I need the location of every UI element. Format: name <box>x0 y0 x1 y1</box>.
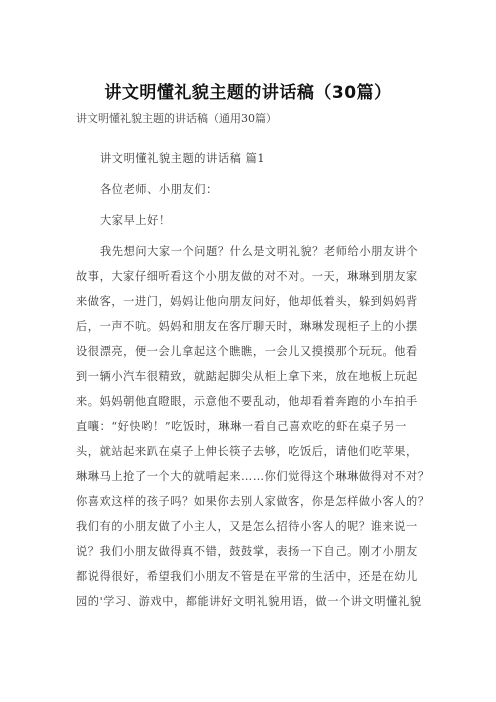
body-line: 都说得很好，希望我们小朋友不管是在平常的生活中，还是在幼儿 <box>76 570 418 583</box>
body-line: 到一辆小汽车很精致，就踮起脚尖从柜上拿下来，放在地板上玩起 <box>76 370 418 383</box>
body-line: 说？我们小朋友做得真不错，鼓鼓掌，表扬一下自己。刚才小朋友 <box>76 545 418 558</box>
body-line: 琳琳马上抢了一个大的就啃起来……你们觉得这个琳琳做得对不对？ <box>76 470 430 483</box>
body-line: 我们有的小朋友做了小主人，又是怎么招待小客人的呢？谁来说一 <box>76 520 418 533</box>
body-line: 来。妈妈朝他直瞪眼，示意他不要乱动，他却看着奔跑的小车拍手 <box>76 395 418 408</box>
body-line: 你喜欢这样的孩子吗？如果你去别人家做客，你是怎样做小客人的？ <box>76 495 430 508</box>
document-subtitle: 讲文明懂礼貌主题的讲话稿（通用30篇） <box>76 112 277 125</box>
body-line: 设很漂亮，便一会儿拿起这个瞧瞧，一会儿又摸摸那个玩玩。他看 <box>76 345 418 358</box>
greeting: 各位老师、小朋友们： <box>100 183 218 196</box>
body-line: 头，就站起来趴在桌子上伸长筷子去够，吃饭后，请他们吃苹果， <box>76 445 418 458</box>
body-line: 来做客，一进门，妈妈让他向朋友问好，他却低着头，躲到妈妈背 <box>76 295 418 308</box>
section-heading: 讲文明懂礼貌主题的讲话稿 篇1 <box>100 152 266 165</box>
body-line: 园的'学习、游戏中，都能讲好文明礼貌用语，做一个讲文明懂礼貌 <box>76 595 422 608</box>
body-line: 后，一声不吭。妈妈和朋友在客厅聊天时，琳琳发现柜子上的小摆 <box>76 320 418 333</box>
body-line: 我先想问大家一个问题？什么是文明礼貌？老师给小朋友讲个 <box>100 245 419 258</box>
body-line: 直嚷：“好快哟！”吃饭时，琳琳一看自己喜欢吃的虾在桌子另一 <box>76 420 407 433</box>
body-line: 故事，大家仔细听看这个小朋友做的对不对。一天，琳琳到朋友家 <box>76 270 418 283</box>
salutation: 大家早上好！ <box>100 214 171 227</box>
document-title: 讲文明懂礼貌主题的讲话稿（30篇） <box>104 83 392 103</box>
